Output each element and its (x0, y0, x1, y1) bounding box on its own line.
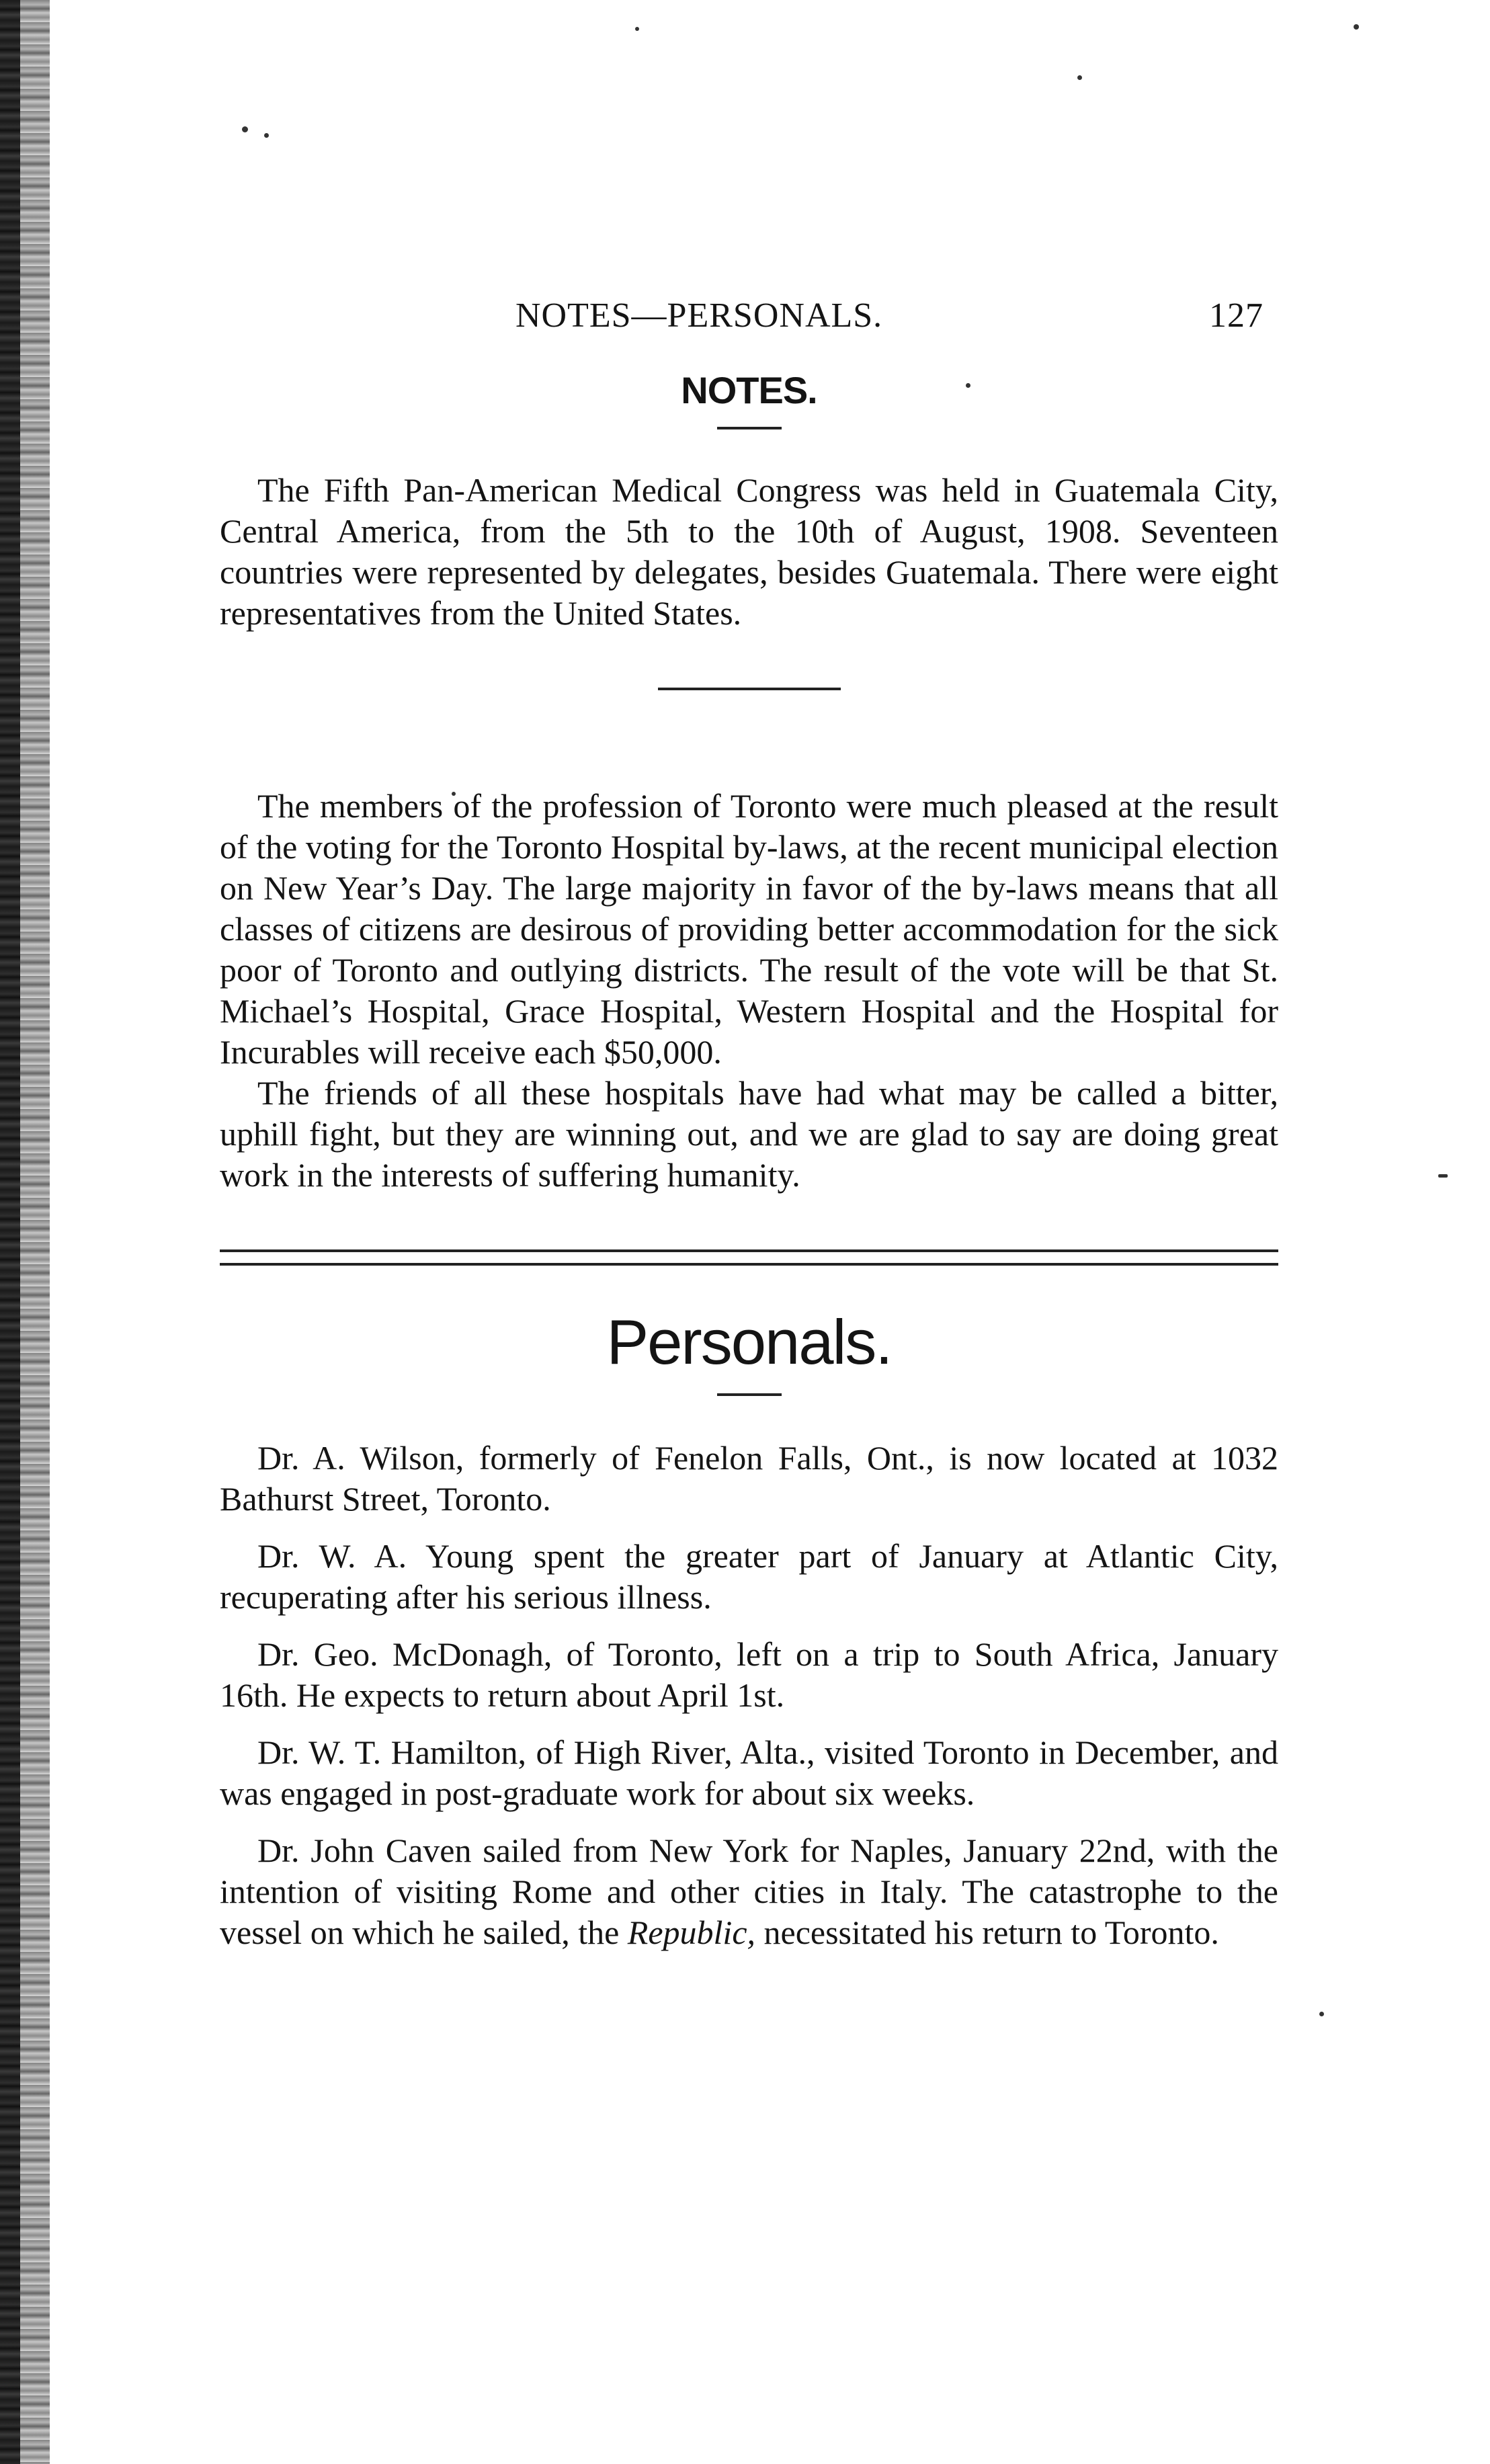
personal-entry-text: Dr. John Caven sailed from New York for Naples, January 22nd, with the intention of visiting Rome and other cities in Italy. The catastrophe to the vessel on which he sailed, the (220, 1832, 1278, 1951)
ship-name: Republic, (627, 1914, 756, 1951)
scan-speck (1354, 24, 1359, 30)
notes-paragraph: The members of the profession of Toronto were much pleased at the result of the voting for the Toronto Hospital by-laws, at the recent municipal election on New Year’s Day. The large majority in favor of the by-laws means that all classes of citizens are desirous of providing better accommodation for the sick poor of Toronto and outlying districts. The result of the vote will be that St. Michael’s Hospital, Grace Hospital, Western Hospital and the Hospital for Incurables will receive each $50,000. (220, 787, 1278, 1071)
heading-rule (717, 1393, 782, 1396)
personals-heading: Personals. (606, 1307, 892, 1377)
notes-heading: NOTES. (681, 369, 817, 411)
page-content (220, 296, 1278, 1953)
personal-entry: Dr. Geo. McDonagh, of Toronto, left on a trip to South Africa, January 16th. He expects to return about April 1st. (220, 1635, 1278, 1714)
double-rule-divider (220, 1249, 1278, 1266)
section-divider (658, 688, 841, 690)
binding-edge-shadow (20, 0, 50, 2464)
notes-paragraph: The friends of all these hospitals have had what may be called a bitter, uphill fight, but they are winning out, and we are glad to say are doing great work in the interests of suffering humanity. (220, 1074, 1278, 1194)
scan-speck (1077, 75, 1082, 80)
personal-entry: Dr. W. T. Hamilton, of High River, Alta., visited Toronto in December, and was engaged in post-graduate work for about six weeks. (220, 1733, 1278, 1812)
personal-entry: Dr. W. A. Young spent the greater part of January at Atlantic City, recuperating after his serious illness. (220, 1537, 1278, 1616)
personal-entry-text: necessitated his return to Toronto. (755, 1914, 1219, 1951)
scan-speck (1438, 1174, 1448, 1178)
running-head-title: NOTES—PERSONALS. (515, 296, 883, 335)
personal-entry: Dr. A. Wilson, formerly of Fenelon Falls, Ont., is now located at 1032 Bathurst Street, Toronto. (220, 1439, 1278, 1518)
notes-paragraph: The Fifth Pan-American Medical Congress was held in Guatemala City, Central America, from the 5th to the 10th of August, 1908. Seventeen countries were represented by delegates, besides Guatemala. There were eight representatives from the United States. (220, 471, 1278, 632)
heading-rule (717, 427, 782, 429)
scan-speck (264, 133, 269, 138)
binding-edge (0, 0, 20, 2464)
scan-speck (1319, 2012, 1324, 2016)
running-head (220, 296, 1278, 344)
scan-speck (242, 126, 248, 132)
scan-speck (635, 27, 639, 31)
page-number: 127 (1209, 296, 1264, 335)
personal-entry (220, 1830, 1278, 1953)
